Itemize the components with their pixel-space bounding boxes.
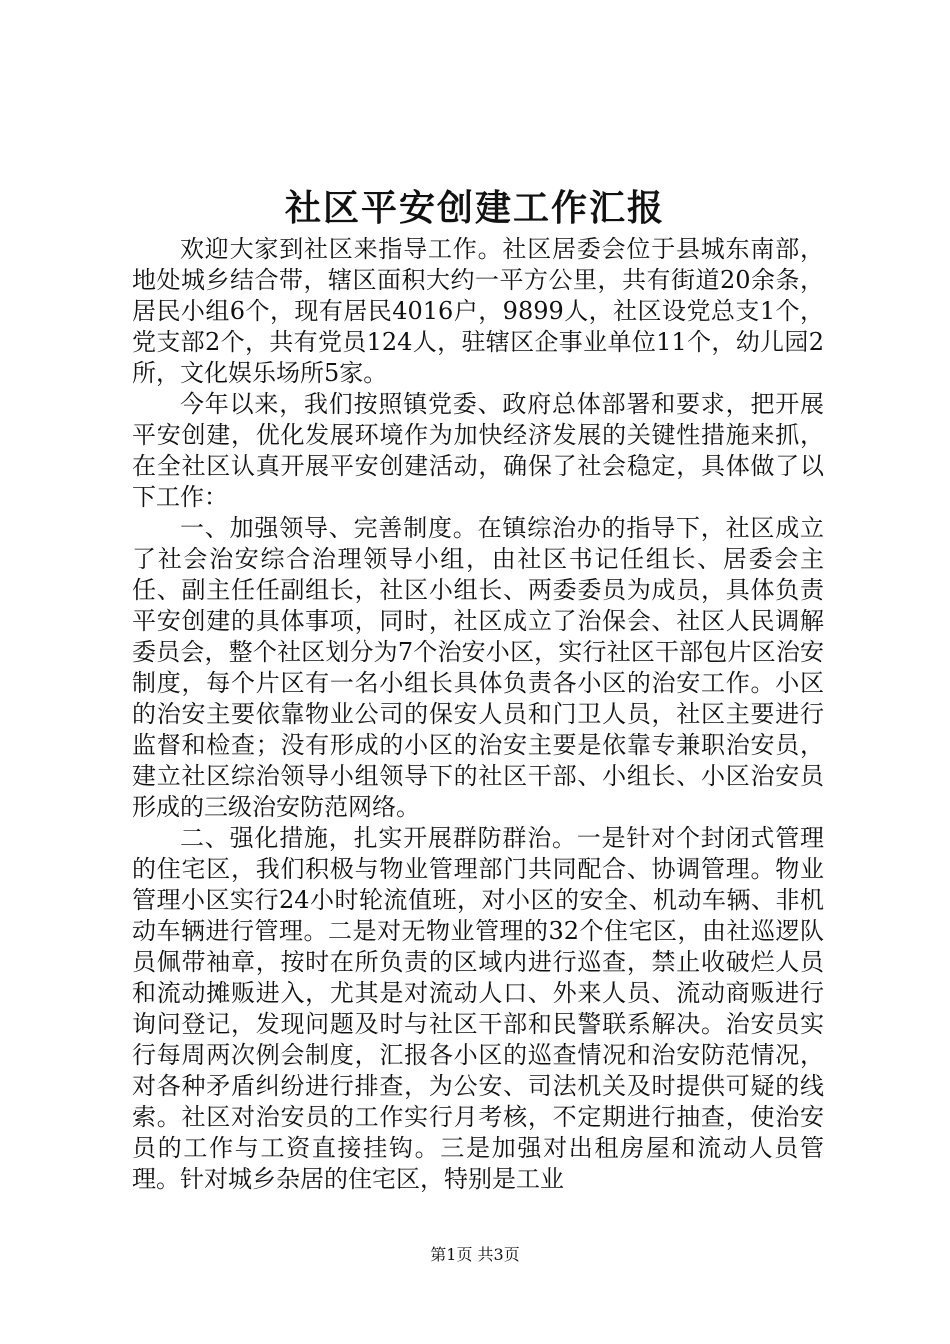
document-body [132, 234, 824, 1195]
page-footer: 第1页 共3页 [430, 1245, 520, 1264]
paragraph-overview: 今年以来，我们按照镇党委、政府总体部署和要求，把开展平安创建，优化发展环境作为加快经济发展的关键性措施来抓，在全社区认真开展平安创建活动，确保了社会稳定，具体做了以下工作： [132, 390, 824, 511]
document-title: 社区平安创建工作汇报 [284, 187, 665, 229]
paragraph-section-1: 一、加强领导、完善制度。在镇综治办的指导下，社区成立了社会治安综合治理领导小组，由社区书记任组长、居委会主任、副主任任副组长，社区小组长、两委委员为成员，具体负责平安创建的具体事项，同时，社区成立了治保会、社区人民调解委员会，整个社区划分为7个治安小区，实行社区干部包片区治安制度，每个片区有一名小组长具体负责各小区的治安工作。小区的治安主要依靠物业公司的保安人员和门卫人员，社区主要进行监督和检查；没有形成的小区的治安主要是依靠专兼职治安员，建立社区综治领导小组领导下的社区干部、小组长、小区治安员形成的三级治安防范网络。 [132, 514, 824, 821]
paragraph-intro: 欢迎大家到社区来指导工作。社区居委会位于县城东南部，地处城乡结合带，辖区面积大约一平方公里，共有街道20余条，居民小组6个，现有居民4016户，9899人，社区设党总支1个，党支部2个，共有党员124人，驻辖区企事业单位11个，幼儿园2所，文化娱乐场所5家。 [132, 235, 824, 387]
paragraph-section-2: 二、强化措施，扎实开展群防群治。一是针对个封闭式管理的住宅区，我们积极与物业管理部门共同配合、协调管理。物业管理小区实行24小时轮流值班，对小区的安全、机动车辆、非机动车辆进行管理。二是对无物业管理的32个住宅区，由社巡逻队员佩带袖章，按时在所负责的区域内进行巡查，禁止收破烂人员和流动摊贩进入，尤其是对流动人口、外来人员、流动商贩进行询问登记，发现问题及时与社区干部和民警联系解决。治安员实行每周两次例会制度，汇报各小区的巡查情况和治安防范情况，对各种矛盾纠纷进行排查，为公安、司法机关及时提供可疑的线索。社区对治安员的工作实行月考核，不定期进行抽查，使治安员的工作与工资直接挂钩。三是加强对出租房屋和流动人员管理。针对城乡杂居的住宅区，特别是工业 [132, 824, 824, 1193]
